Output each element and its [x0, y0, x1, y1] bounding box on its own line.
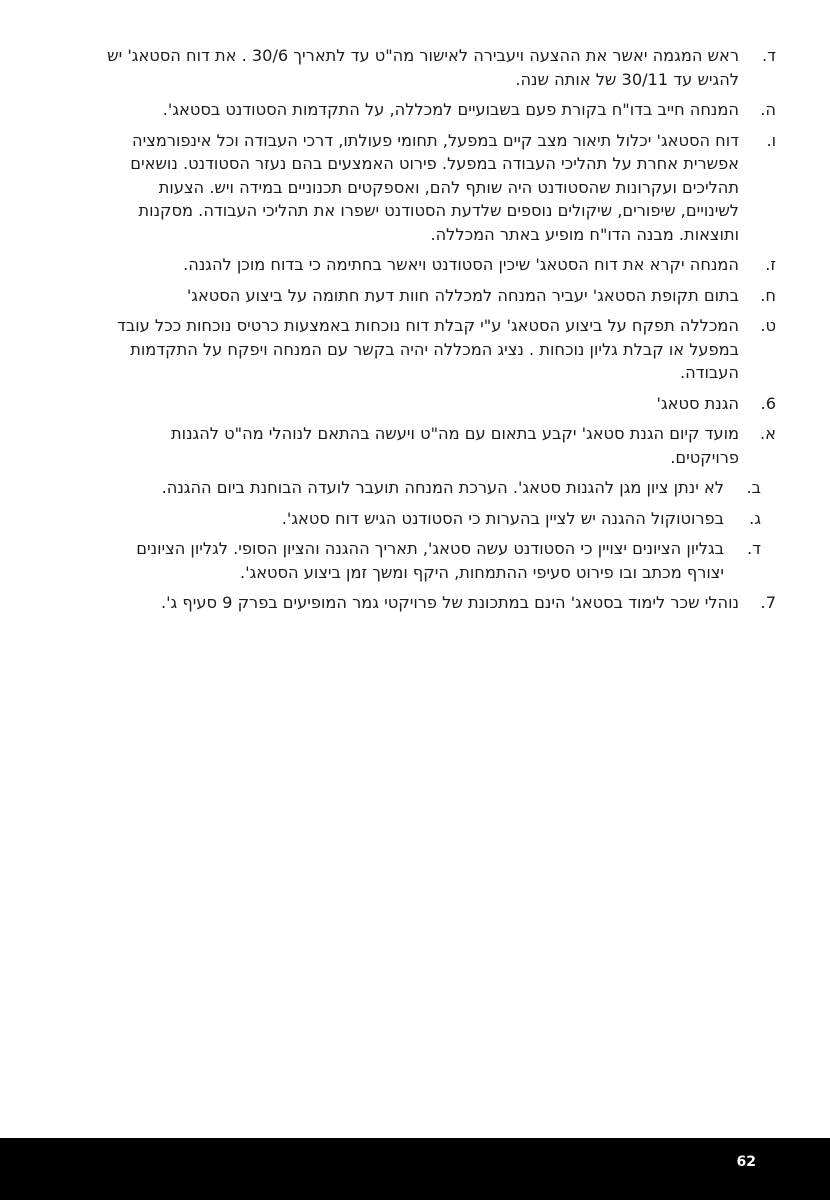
list-item: [100, 129, 776, 247]
list-marker: ג.: [749, 508, 761, 528]
list-marker: ד.: [762, 46, 776, 65]
list-item: [100, 422, 776, 469]
list-item: [100, 476, 761, 500]
section-text: נוהלי שכר לימוד בסטאג' הינם במתכונת של פרויקטי גמר המופיעים בפרק 9 סעיף ג'.: [160, 593, 739, 612]
list-item: [100, 44, 776, 91]
list-item-text: מועד קיום הגנת סטאג' יקבע בתאום עם מה"ט ויעשה בהתאם לנוהלי מה"ט להגנות פרויקטים.: [171, 424, 739, 467]
list-item-text: בגליון הציונים יצויין כי הסטודנט עשה סטאג', תאריך ההגנה והציון הסופי. לגליון הציונים יצורף מכתב ובו פירוט סעיפי ההתמחות, היקף ומשך זמן ביצוע הסטאג'.: [136, 539, 724, 582]
section-number: 6.: [760, 393, 776, 413]
list-item-text: ראש המגמה יאשר את ההצעה ויעבירה לאישור מה"ט עד לתאריך 30/6 . את דוח הסטאג' יש להגיש עד 30/11 של אותה שנה.: [107, 46, 739, 89]
list-marker: ה.: [760, 100, 776, 119]
list-marker: ו.: [766, 130, 776, 150]
list-marker: א.: [760, 424, 776, 443]
list-item: [100, 284, 776, 308]
list-marker: ד.: [747, 539, 761, 558]
document-body: [100, 44, 776, 622]
list-item: [100, 98, 776, 122]
list-item-text: בתום תקופת הסטאג' יעביר המנחה למכללה חוות דעת חתומה על ביצוע הסטאג': [186, 285, 739, 305]
list-marker: ב.: [746, 478, 761, 497]
list-item-text: המנחה יקרא את דוח הסטאג' שיכין הסטודנט ויאשר בחתימה כי בדוח מוכן להגנה.: [183, 255, 739, 274]
list-item: [100, 507, 761, 531]
list-item-text: המנחה חייב בדו"ח בקורת פעם בשבועיים למכללה, על התקדמות הסטודנט בסטאג'.: [162, 100, 739, 119]
list-item-text: המכללה תפקח על ביצוע הסטאג' ע"י קבלת דוח נוכחות באמצעות כרטיס נוכחות ככל עובד במפעל או קבלת גליון נוכחות . נציג המכללה יהיה בקשר עם המנחה ויפקח על התקדמות העבודה.: [117, 316, 739, 382]
section-number: 7.: [760, 593, 776, 612]
section-heading: [100, 591, 776, 615]
list-marker: ח.: [760, 285, 776, 305]
list-marker: ט.: [760, 316, 776, 335]
page-number: 62: [736, 1154, 756, 1170]
list-item: [100, 314, 776, 385]
footer-bar: [0, 1138, 830, 1200]
list-item: [100, 537, 761, 584]
list-marker: ז.: [765, 255, 776, 274]
section-heading: [100, 392, 776, 416]
section-title: הגנת סטאג': [656, 393, 739, 413]
list-item-text: בפרוטוקול ההגנה יש לציין בהערות כי הסטודנט הגיש דוח סטאג'.: [281, 508, 724, 528]
list-item-text: לא ינתן ציון מגן להגנות סטאג'. הערכת המנחה תועבר לועדה הבוחנת ביום ההגנה.: [161, 478, 724, 497]
list-item: [100, 253, 776, 277]
list-item-text: דוח הסטאג' יכלול תיאור מצב קיים במפעל, תחומי פעולתו, דרכי העבודה וכל אינפורמציה אפשרית אחרת על תהליכי העבודה במפעל. פירוט האמצעים בהם נעזר הסטודנט. נושאים תהליכים ועקרונות שהסטודנט היה שותף להם, ואספקטים תכנוניים במידה ויש. הצעות לשינויים, שיפורים, שיקולים נוספים שלדעת הסטודנט ישפרו את תהליכי העבודה. מסקנות ותוצאות. מבנה הדו"ח מופיע באתר המכללה.: [130, 130, 739, 244]
